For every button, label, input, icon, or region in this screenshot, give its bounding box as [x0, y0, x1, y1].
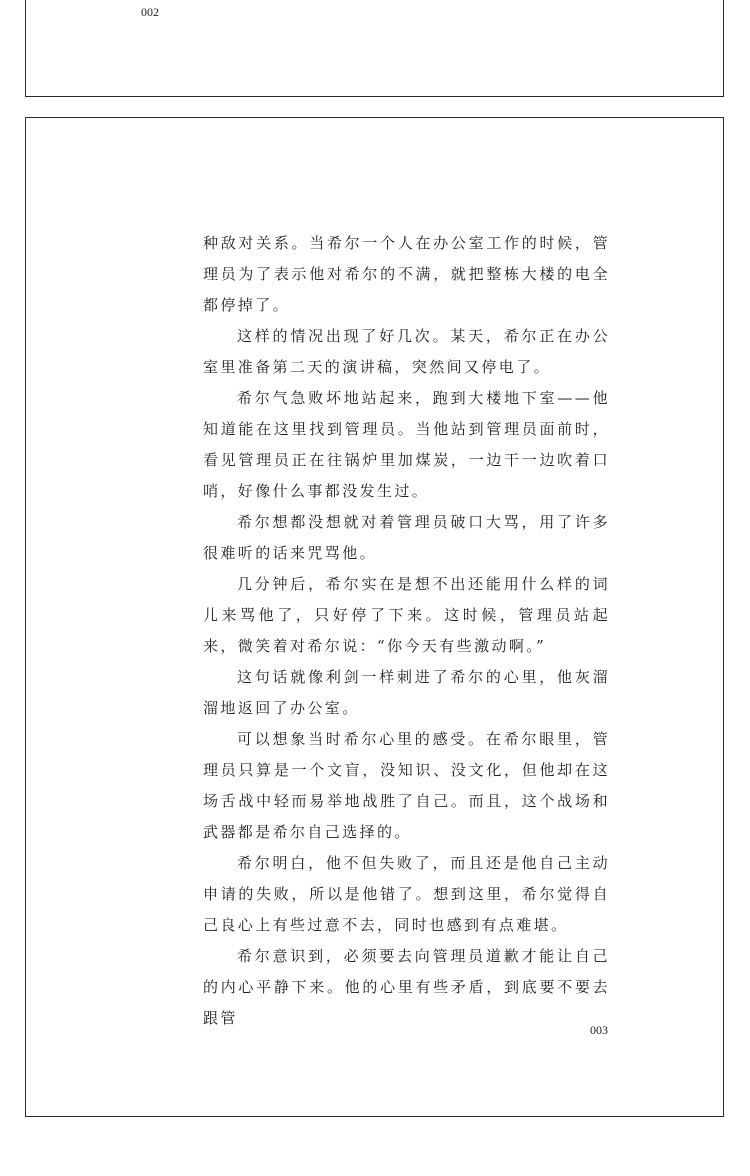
body-text: [203, 228, 610, 1034]
paragraph: 种敌对关系。当希尔一个人在办公室工作的时候，管理员为了表示他对希尔的不满，就把整栋大楼的电全都停掉了。: [203, 234, 610, 314]
paragraph: 希尔气急败坏地站起来，跑到大楼地下室——他知道能在这里找到管理员。当他站到管理员面前时，看见管理员正在往锅炉里加煤炭，一边干一边吹着口哨，好像什么事都没发生过。: [203, 389, 610, 500]
paragraph: 可以想象当时希尔心里的感受。在希尔眼里，管理员只算是一个文盲，没知识、没文化，但他却在这场舌战中轻而易举地战胜了自己。而且，这个战场和武器都是希尔自己选择的。: [203, 730, 610, 841]
current-page: [25, 117, 724, 1117]
paragraph: 希尔明白，他不但失败了，而且还是他自己主动申请的失败，所以是他错了。想到这里，希尔觉得自己良心上有些过意不去，同时也感到有点难堪。: [203, 854, 610, 934]
paragraph: 希尔意识到，必须要去向管理员道歉才能让自己的内心平静下来。他的心里有些矛盾，到底要不要去跟管: [203, 947, 610, 1027]
previous-page-bottom: [25, 0, 724, 97]
paragraph: 这句话就像利剑一样刺进了希尔的心里，他灰溜溜地返回了办公室。: [203, 668, 610, 717]
paragraph: 几分钟后，希尔实在是想不出还能用什么样的词儿来骂他了，只好停了下来。这时候，管理员站起来，微笑着对希尔说：“你今天有些激动啊。”: [203, 575, 610, 655]
page-number-top: 002: [141, 5, 159, 19]
paragraph: 这样的情况出现了好几次。某天，希尔正在办公室里准备第二天的演讲稿，突然间又停电了。: [203, 327, 610, 376]
page-number-bottom: 003: [590, 1023, 608, 1037]
paragraph: 希尔想都没想就对着管理员破口大骂，用了许多很难听的话来咒骂他。: [203, 513, 610, 562]
